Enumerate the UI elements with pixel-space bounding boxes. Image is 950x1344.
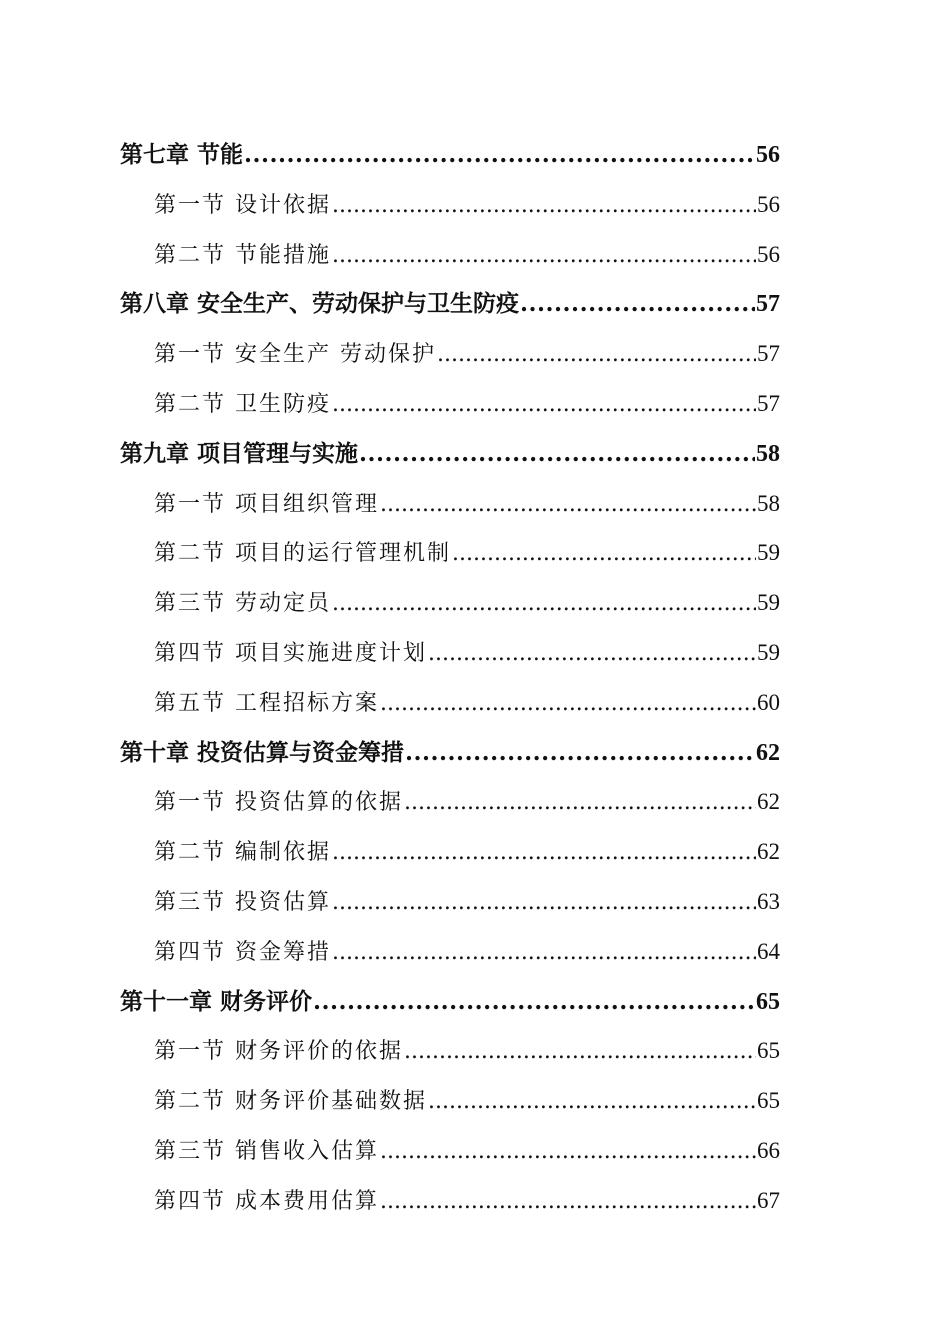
dot-leader <box>313 977 755 1027</box>
dot-leader <box>404 778 756 827</box>
dot-leader <box>452 529 756 578</box>
toc-section-entry[interactable] <box>0 827 780 877</box>
toc-section-entry[interactable] <box>0 927 780 977</box>
dot-leader <box>380 679 756 728</box>
toc-chapter-entry[interactable] <box>0 977 780 1027</box>
toc-entry-title: 第十一章 财务评价 <box>120 987 313 1015</box>
toc-entry-title: 第四节 项目实施进度计划 <box>154 640 427 666</box>
toc-entry-title: 第七章 节能 <box>120 141 244 168</box>
toc-section-entry[interactable] <box>0 877 780 927</box>
toc-chapter-entry[interactable] <box>0 279 780 329</box>
toc-entry-title: 第二节 节能措施 <box>154 242 331 268</box>
dot-leader <box>244 130 755 180</box>
toc-entry-title: 第二节 卫生防疫 <box>154 391 331 417</box>
toc-page-number: 65 <box>757 1038 780 1064</box>
toc-page-number: 57 <box>756 291 780 318</box>
toc-section-entry[interactable] <box>0 1076 780 1126</box>
dot-leader <box>332 181 756 230</box>
dot-leader <box>404 1027 756 1076</box>
dot-leader <box>437 330 756 379</box>
toc-entry-title: 第四节 成本费用估算 <box>154 1188 379 1214</box>
toc-entry-title: 第五节 工程招标方案 <box>154 690 379 716</box>
toc-entry-title: 第十章 投资估算与资金筹措 <box>120 738 405 766</box>
toc-chapter-entry[interactable] <box>0 429 780 479</box>
toc-entry-title: 第一节 设计依据 <box>154 192 331 218</box>
dot-leader <box>380 480 756 529</box>
toc-entry-title: 第一节 项目组织管理 <box>154 491 379 517</box>
dot-leader <box>332 231 756 280</box>
toc-entry-title: 第一节 安全生产 劳动保护 <box>154 342 436 368</box>
dot-leader <box>332 928 756 977</box>
toc-section-entry[interactable] <box>0 479 780 529</box>
toc-entry-title: 第一节 投资估算的依据 <box>154 790 403 816</box>
toc-entry-title: 第二节 编制依据 <box>154 840 331 866</box>
dot-leader <box>380 1127 756 1176</box>
toc-page-number: 62 <box>757 789 780 815</box>
dot-leader <box>332 878 756 927</box>
toc-entry-title: 第一节 财务评价的依据 <box>154 1039 403 1065</box>
toc-page-number: 66 <box>757 1137 780 1163</box>
toc-section-entry[interactable] <box>0 230 780 280</box>
toc-page-number: 56 <box>757 191 780 217</box>
toc-section-entry[interactable] <box>0 379 780 429</box>
toc-section-entry[interactable] <box>0 628 780 678</box>
dot-leader <box>520 279 755 329</box>
toc-page-number: 57 <box>757 341 780 367</box>
toc-page-number: 67 <box>757 1187 780 1213</box>
toc-section-entry[interactable] <box>0 678 780 728</box>
toc-section-entry[interactable] <box>0 578 780 628</box>
toc-page-number: 56 <box>757 241 780 267</box>
table-of-contents <box>0 130 950 1226</box>
toc-chapter-entry[interactable] <box>0 728 780 778</box>
toc-chapter-entry[interactable] <box>0 130 780 180</box>
toc-page-number: 60 <box>757 689 780 715</box>
toc-section-entry[interactable] <box>0 528 780 578</box>
toc-entry-title: 第九章 项目管理与实施 <box>120 439 359 467</box>
toc-entry-title: 第二节 项目的运行管理机制 <box>154 541 451 567</box>
toc-page-number: 62 <box>756 739 780 766</box>
toc-page-number: 64 <box>757 938 780 964</box>
toc-page-number: 56 <box>756 142 780 168</box>
dot-leader <box>405 728 755 778</box>
toc-page-number: 58 <box>756 440 780 467</box>
toc-section-entry[interactable] <box>0 1126 780 1176</box>
dot-leader <box>332 828 756 877</box>
toc-section-entry[interactable] <box>0 329 780 379</box>
dot-leader <box>428 1077 756 1126</box>
dot-leader <box>380 1177 756 1226</box>
toc-page-number: 63 <box>757 888 780 914</box>
dot-leader <box>332 380 756 429</box>
toc-page-number: 65 <box>756 988 780 1015</box>
toc-entry-title: 第三节 劳动定员 <box>154 591 331 617</box>
toc-entry-title: 第三节 销售收入估算 <box>154 1138 379 1164</box>
toc-page-number: 62 <box>757 839 780 865</box>
toc-section-entry[interactable] <box>0 1176 780 1226</box>
dot-leader <box>359 429 755 479</box>
toc-section-entry[interactable] <box>0 180 780 230</box>
toc-entry-title: 第二节 财务评价基础数据 <box>154 1089 427 1115</box>
toc-entry-title: 第三节 投资估算 <box>154 889 331 915</box>
toc-page-number: 57 <box>757 390 780 416</box>
toc-page-number: 59 <box>757 590 780 616</box>
toc-page-number: 65 <box>757 1088 780 1114</box>
toc-section-entry[interactable] <box>0 1026 780 1076</box>
toc-page-number: 59 <box>757 540 780 566</box>
toc-page-number: 58 <box>757 490 780 516</box>
dot-leader <box>332 579 756 628</box>
toc-page-number: 59 <box>757 639 780 665</box>
toc-entry-title: 第八章 安全生产、劳动保护与卫生防疫 <box>120 290 520 318</box>
toc-entry-title: 第四节 资金筹措 <box>154 939 331 965</box>
toc-section-entry[interactable] <box>0 777 780 827</box>
dot-leader <box>428 629 756 678</box>
